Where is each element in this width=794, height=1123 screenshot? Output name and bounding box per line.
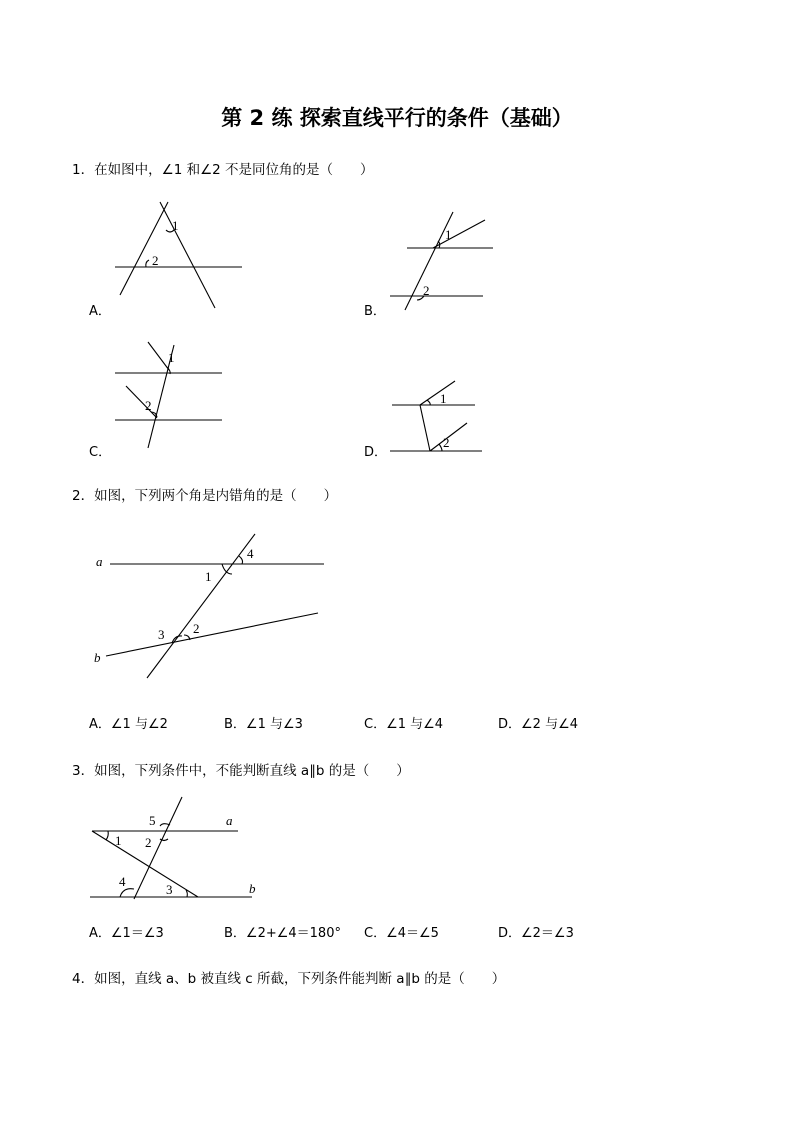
q3-angle-2-label: 2 <box>145 835 152 850</box>
q1-option-c[interactable]: C． <box>89 445 112 460</box>
q2-angle-2-label: 2 <box>193 621 200 636</box>
q1c-upper-slant <box>148 342 169 370</box>
q3-angle-3-arc <box>186 890 187 897</box>
q1b-angle-1-label: 1 <box>445 227 452 242</box>
q1a-transversal-left <box>120 202 168 295</box>
question-3-text: 3．如图，下列条件中，不能判断直线 a∥b 的是（ ） <box>72 763 410 779</box>
q3-label-b: b <box>249 881 256 896</box>
q3-angle-4-arc <box>120 889 134 897</box>
q1a-angle-1-label: 1 <box>172 218 179 233</box>
q1a-angle-2-label: 2 <box>152 253 159 268</box>
q2-transversal <box>147 534 255 678</box>
q1c-angle-1-label: 1 <box>168 350 175 365</box>
q2-label-b: b <box>94 650 101 665</box>
q2-label-a: a <box>96 554 103 569</box>
q1-figure-c <box>112 340 227 450</box>
q1a-transversal-right <box>160 202 215 308</box>
q2-option-d[interactable]: D．∠2 与∠4 <box>498 717 578 732</box>
q1d-upper-slant <box>420 381 455 405</box>
q3-transversal <box>134 797 182 899</box>
q1d-angle-1-arc <box>427 400 430 405</box>
q3-figure <box>88 795 268 905</box>
q2-option-c[interactable]: C．∠1 与∠4 <box>364 717 444 732</box>
q1-figure-b <box>385 208 495 313</box>
q2-option-a[interactable]: A．∠1 与∠2 <box>89 717 168 732</box>
q3-angle-1-label: 1 <box>115 833 122 848</box>
q1b-slanted-line <box>433 220 485 248</box>
q1d-angle-2-arc <box>439 444 442 451</box>
q3-angle-4-label: 4 <box>119 874 126 889</box>
q3-label-a: a <box>226 813 233 828</box>
q3-angle-2-arc <box>160 839 168 841</box>
question-2-text: 2．如图，下列两个角是内错角的是（ ） <box>72 488 338 504</box>
q2-figure <box>92 530 332 685</box>
q1c-lower-slant <box>126 386 157 418</box>
q3-option-a[interactable]: A．∠1＝∠3 <box>89 926 164 941</box>
q2-option-b[interactable]: B．∠1 与∠3 <box>224 717 303 732</box>
q2-angle-3-label: 3 <box>158 627 165 642</box>
q1d-connector <box>420 405 430 451</box>
q3-option-b[interactable]: B．∠2+∠4＝180° <box>224 926 341 941</box>
q1b-angle-2-label: 2 <box>423 283 430 298</box>
q2-angle-1-label: 1 <box>205 569 212 584</box>
q1-option-b[interactable]: B． <box>364 304 386 319</box>
q2-line-b <box>106 613 318 656</box>
page-title: 第 2 练 探索直线平行的条件（基础） <box>221 106 573 130</box>
q1-figure-d <box>387 376 487 456</box>
q2-angle-4-label: 4 <box>247 546 254 561</box>
q3-angle-1-arc <box>106 831 108 840</box>
q1d-angle-2-label: 2 <box>443 435 450 450</box>
q3-option-c[interactable]: C．∠4＝∠5 <box>364 926 439 941</box>
q1-option-d[interactable]: D． <box>364 445 388 460</box>
q1-figure-a <box>110 200 230 315</box>
q2-angle-4-arc <box>239 556 243 564</box>
q1c-angle-2-label: 2 <box>145 398 152 413</box>
q1a-angle-2-arc <box>146 260 149 267</box>
q3-angle-5-label: 5 <box>149 813 156 828</box>
q1d-angle-1-label: 1 <box>440 391 447 406</box>
question-1-text: 1．在如图中，∠1 和∠2 不是同位角的是（ ） <box>72 162 374 178</box>
q3-option-d[interactable]: D．∠2＝∠3 <box>498 926 574 941</box>
q1-option-a[interactable]: A． <box>89 304 111 319</box>
question-4-text: 4．如图，直线 a、b 被直线 c 所截，下列条件能判断 a∥b 的是（ ） <box>72 971 506 987</box>
q3-angle-3-label: 3 <box>166 882 173 897</box>
q2-angle-1-arc <box>222 564 232 574</box>
